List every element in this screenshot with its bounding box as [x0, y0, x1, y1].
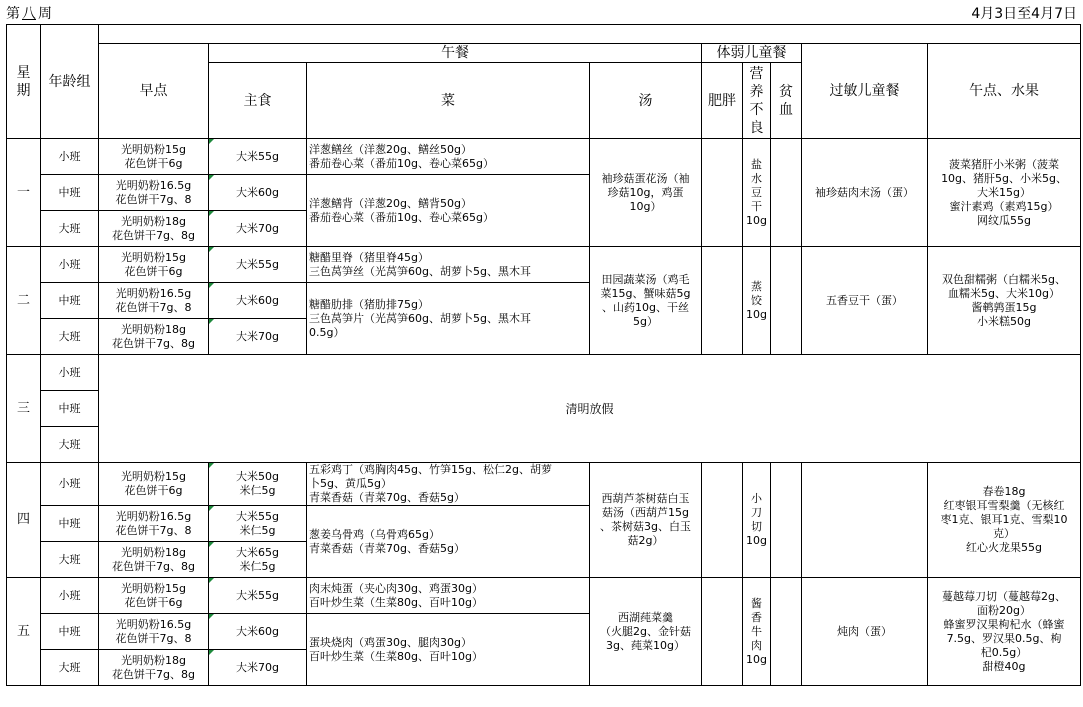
- afternoon-snack-cell: 菠菜猪肝小米粥（菠菜 10g、猪肝5g、小米5g、 大米15g） 蜜汁素鸡（素鸡15g） 网纹瓜55g: [928, 139, 1081, 247]
- staple-cell: 大米70g: [209, 650, 307, 686]
- header-anemia: 贫 血: [771, 63, 802, 139]
- soup-cell: 西湖莼菜羹 （火腿2g、金针菇 3g、莼菜10g）: [590, 578, 702, 686]
- weekday-cell: 三: [7, 355, 41, 463]
- breakfast-cell: 光明奶粉15g 花色饼干6g: [99, 463, 209, 506]
- age-group-cell: 小班: [41, 578, 99, 614]
- week-number: 八: [22, 6, 36, 22]
- dish-small-class-cell: 洋葱鳝丝（洋葱20g、鳝丝50g） 番茄卷心菜（番茄10g、卷心菜65g）: [307, 139, 590, 175]
- age-group-cell: 大班: [41, 211, 99, 247]
- breakfast-cell: 光明奶粉16.5g 花色饼干7g、8: [99, 614, 209, 650]
- afternoon-snack-cell: 春卷18g 红枣银耳雪梨羹（无核红 枣1克、银耳1克、雪梨10 克） 红心火龙果55g: [928, 463, 1081, 578]
- dish-small-class-cell: 五彩鸡丁（鸡胸肉45g、竹笋15g、松仁2g、胡萝 卜5g、黄瓜5g） 青菜香菇（青菜70g、香菇5g）: [307, 463, 590, 506]
- obese-cell: [702, 463, 743, 578]
- breakfast-cell: 光明奶粉15g 花色饼干6g: [99, 578, 209, 614]
- breakfast-cell: 光明奶粉15g 花色饼干6g: [99, 247, 209, 283]
- weekly-menu-table: [6, 24, 1081, 686]
- header-weekday: 星 期: [7, 25, 41, 139]
- breakfast-cell: 光明奶粉18g 花色饼干7g、8g: [99, 650, 209, 686]
- age-group-cell: 小班: [41, 463, 99, 506]
- header-staple: 主食: [209, 63, 307, 139]
- malnutrition-cell: 小 刀 切 10g: [743, 463, 771, 578]
- obese-cell: [702, 139, 743, 247]
- age-group-cell: 中班: [41, 506, 99, 542]
- weekday-cell: 四: [7, 463, 41, 578]
- malnutrition-cell: 酱 香 牛 肉 10g: [743, 578, 771, 686]
- soup-cell: 西葫芦茶树菇白玉 菇汤（西葫芦15g 、茶树菇3g、白玉 菇2g）: [590, 463, 702, 578]
- week-title: 第 八 周: [6, 6, 52, 22]
- breakfast-cell: 光明奶粉18g 花色饼干7g、8g: [99, 542, 209, 578]
- staple-cell: 大米55g: [209, 247, 307, 283]
- staple-cell: 大米60g: [209, 175, 307, 211]
- weekday-cell: 一: [7, 139, 41, 247]
- afternoon-snack-cell: 双色甜糯粥（白糯米5g、 血糯米5g、大米10g） 酱鹌鹑蛋15g 小米糕50g: [928, 247, 1081, 355]
- malnutrition-cell: 盐 水 豆 干 10g: [743, 139, 771, 247]
- age-group-cell: 大班: [41, 650, 99, 686]
- header-breakfast: 早点: [99, 44, 209, 139]
- age-group-cell: 小班: [41, 139, 99, 175]
- dish-mid-big-class-cell: 葱姜乌骨鸡（乌骨鸡65g） 青菜香菇（青菜70g、香菇5g）: [307, 506, 590, 578]
- staple-cell: 大米50g 米仁5g: [209, 463, 307, 506]
- obese-cell: [702, 578, 743, 686]
- header-age-group: 年龄组: [41, 25, 99, 139]
- anemia-cell: [771, 578, 802, 686]
- age-group-cell: 中班: [41, 175, 99, 211]
- dish-small-class-cell: 糖醋里脊（猪里脊45g） 三色莴笋丝（光莴笋60g、胡萝卜5g、黑木耳: [307, 247, 590, 283]
- staple-cell: 大米55g: [209, 578, 307, 614]
- staple-cell: 大米70g: [209, 211, 307, 247]
- date-range: 4月3日至4月7日: [971, 6, 1077, 22]
- staple-cell: 大米65g 米仁5g: [209, 542, 307, 578]
- header-obese: 肥胖: [702, 63, 743, 139]
- obese-cell: [702, 247, 743, 355]
- allergy-cell: 五香豆干（蛋）: [802, 247, 928, 355]
- header-afternoon-snack: 午点、水果: [928, 44, 1081, 139]
- header-lunch: 午餐: [209, 44, 702, 63]
- age-group-cell: 小班: [41, 247, 99, 283]
- staple-cell: 大米60g: [209, 614, 307, 650]
- breakfast-cell: 光明奶粉16.5g 花色饼干7g、8: [99, 175, 209, 211]
- allergy-cell: 炖肉（蛋）: [802, 578, 928, 686]
- age-group-cell: 大班: [41, 319, 99, 355]
- breakfast-cell: 光明奶粉18g 花色饼干7g、8g: [99, 319, 209, 355]
- soup-cell: 田园蔬菜汤（鸡毛 菜15g、蟹味菇5g 、山药10g、干丝 5g）: [590, 247, 702, 355]
- allergy-cell: 袖珍菇肉末汤（蛋）: [802, 139, 928, 247]
- weekday-cell: 二: [7, 247, 41, 355]
- age-group-cell: 大班: [41, 427, 99, 463]
- header-blank: [99, 25, 1081, 44]
- soup-cell: 袖珍菇蛋花汤（袖 珍菇10g，鸡蛋 10g）: [590, 139, 702, 247]
- dish-mid-big-class-cell: 糖醋肋排（猪肋排75g） 三色莴笋片（光莴笋60g、胡萝卜5g、黑木耳 0.5g）: [307, 283, 590, 355]
- dish-mid-big-class-cell: 洋葱鳝背（洋葱20g、鳝背50g） 番茄卷心菜（番茄10g、卷心菜65g）: [307, 175, 590, 247]
- staple-cell: 大米60g: [209, 283, 307, 319]
- title-bar: [6, 4, 1077, 24]
- header-malnutrition: 营 养 不 良: [743, 63, 771, 139]
- age-group-cell: 中班: [41, 391, 99, 427]
- staple-cell: 大米55g: [209, 139, 307, 175]
- anemia-cell: [771, 247, 802, 355]
- header-weak-child-meal: 体弱儿童餐: [702, 44, 802, 63]
- header-allergy-meal: 过敏儿童餐: [802, 44, 928, 139]
- header-soup: 汤: [590, 63, 702, 139]
- header-dish: 菜: [307, 63, 590, 139]
- holiday-cell: 清明放假: [99, 355, 1081, 463]
- staple-cell: 大米70g: [209, 319, 307, 355]
- afternoon-snack-cell: 蔓越莓刀切（蔓越莓2g、 面粉20g） 蜂蜜罗汉果枸杞水（蜂蜜 7.5g、罗汉果0.5g、枸 杞0.5g） 甜橙40g: [928, 578, 1081, 686]
- anemia-cell: [771, 463, 802, 578]
- staple-cell: 大米55g 米仁5g: [209, 506, 307, 542]
- breakfast-cell: 光明奶粉16.5g 花色饼干7g、8: [99, 506, 209, 542]
- dish-small-class-cell: 肉末炖蛋（夹心肉30g、鸡蛋30g） 百叶炒生菜（生菜80g、百叶10g）: [307, 578, 590, 614]
- age-group-cell: 中班: [41, 283, 99, 319]
- age-group-cell: 中班: [41, 614, 99, 650]
- malnutrition-cell: 蒸 饺 10g: [743, 247, 771, 355]
- breakfast-cell: 光明奶粉15g 花色饼干6g: [99, 139, 209, 175]
- weekday-cell: 五: [7, 578, 41, 686]
- breakfast-cell: 光明奶粉18g 花色饼干7g、8g: [99, 211, 209, 247]
- age-group-cell: 大班: [41, 542, 99, 578]
- anemia-cell: [771, 139, 802, 247]
- allergy-cell: [802, 463, 928, 578]
- dish-mid-big-class-cell: 蛋块烧肉（鸡蛋30g、腿肉30g） 百叶炒生菜（生菜80g、百叶10g）: [307, 614, 590, 686]
- breakfast-cell: 光明奶粉16.5g 花色饼干7g、8: [99, 283, 209, 319]
- age-group-cell: 小班: [41, 355, 99, 391]
